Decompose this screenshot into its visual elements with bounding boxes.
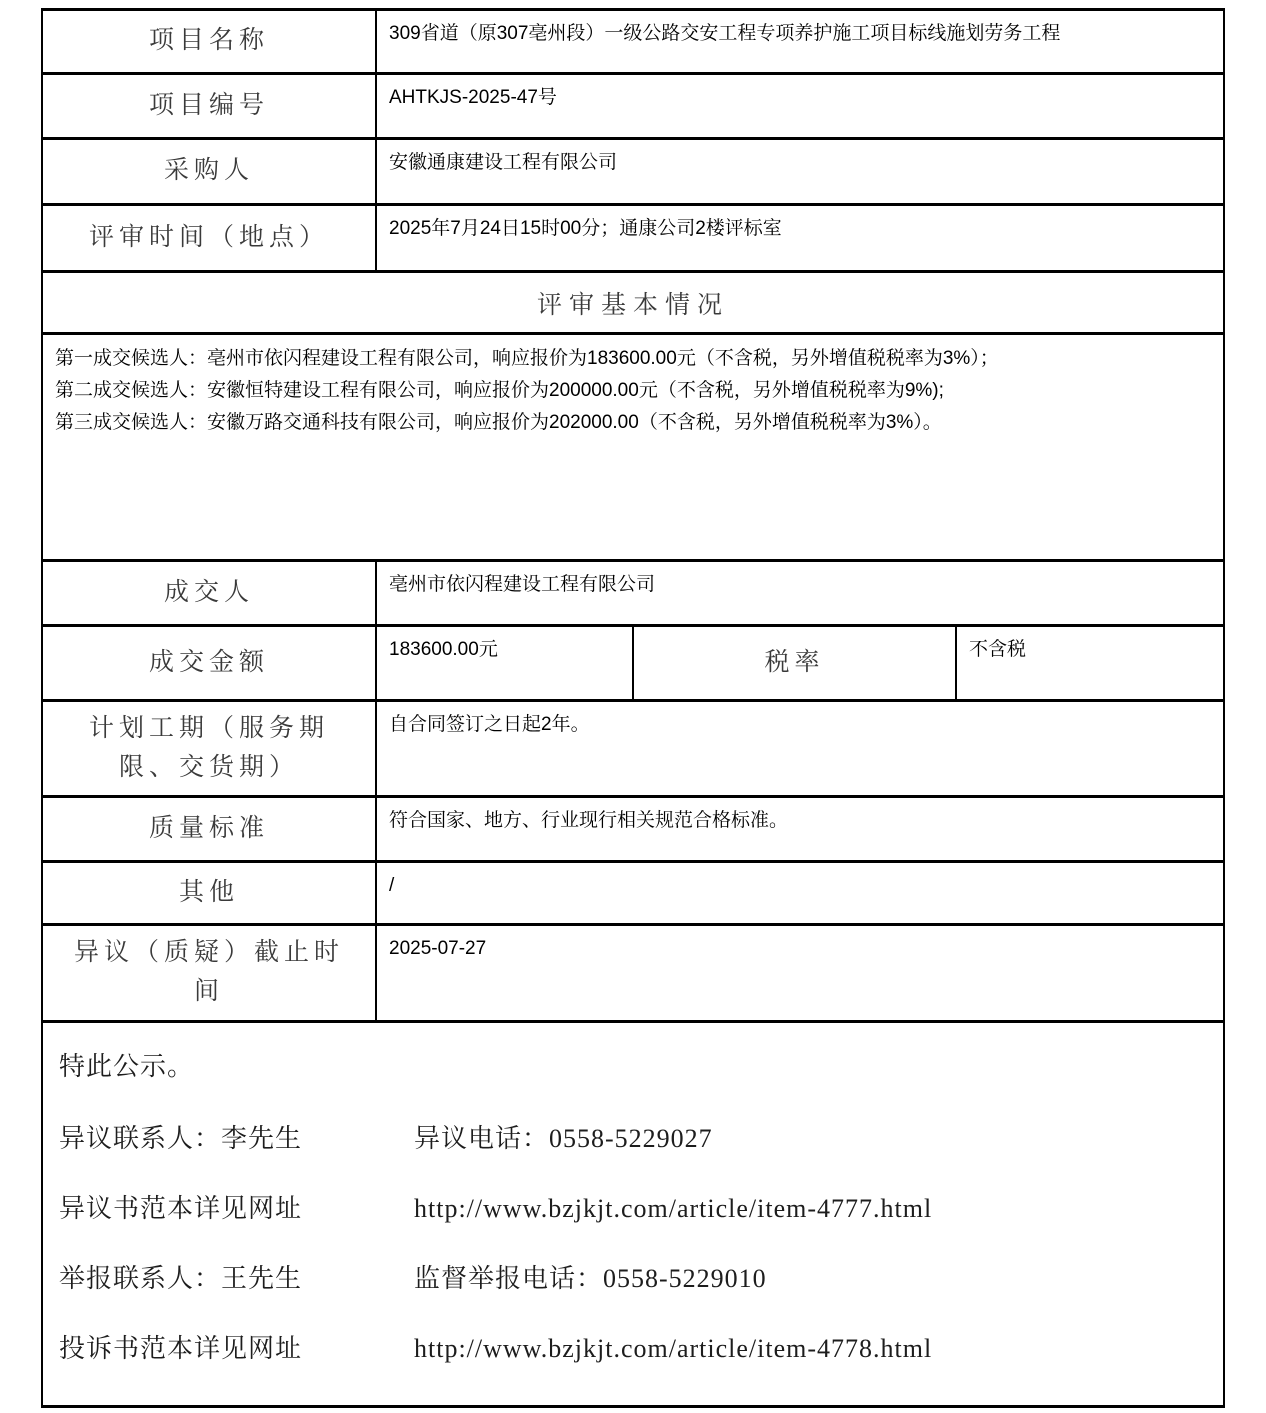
project-code-value: AHTKJS-2025-47号 xyxy=(376,74,1224,139)
footer-cell xyxy=(42,1022,1224,1407)
footer-row xyxy=(42,1022,1224,1407)
review-time-row xyxy=(42,205,1224,272)
other-label: 其他 xyxy=(42,862,376,925)
purchaser-value: 安徽通康建设工程有限公司 xyxy=(376,139,1224,205)
purchaser-label: 采购人 xyxy=(42,139,376,205)
candidate-line-3: 第三成交候选人：安徽万路交通科技有限公司，响应报价为202000.00（不含税，另外增值税税率为3%）。 xyxy=(55,411,942,433)
objection-template-label: 异议书范本详见网址 xyxy=(59,1194,303,1223)
project-name-value: 309省道（原307亳州段）一级公路交安工程专项养护施工项目标线施划劳务工程 xyxy=(376,10,1224,74)
winner-label: 成交人 xyxy=(42,561,376,626)
amount-row xyxy=(42,626,1224,701)
amount-value: 183600.00元 xyxy=(376,626,633,701)
work-period-value: 自合同签订之日起2年。 xyxy=(376,701,1224,797)
objection-deadline-value: 2025-07-27 xyxy=(376,925,1224,1022)
candidate-line-1: 第一成交候选人：亳州市依闪程建设工程有限公司，响应报价为183600.00元（不含税，另外增值税税率为3%）； xyxy=(55,348,999,369)
award-notice-table xyxy=(41,8,1225,1408)
other-row xyxy=(42,862,1224,925)
quality-standard-row xyxy=(42,797,1224,862)
project-code-row xyxy=(42,74,1224,139)
objection-contact: 异议联系人：李先生 xyxy=(59,1124,303,1153)
amount-label: 成交金额 xyxy=(42,626,376,701)
objection-template-url: http://www.bzjkjt.com/article/item-4777.html xyxy=(414,1194,933,1223)
objection-contact-line xyxy=(59,1125,1207,1153)
work-period-row xyxy=(42,701,1224,797)
review-section-title: 评审基本情况 xyxy=(42,272,1224,334)
complaint-template-line xyxy=(59,1335,1207,1363)
report-phone: 监督举报电话：0558-5229010 xyxy=(414,1264,767,1293)
objection-template-line xyxy=(59,1195,1207,1223)
objection-deadline-row xyxy=(42,925,1224,1022)
purchaser-row xyxy=(42,139,1224,205)
objection-phone: 异议电话：0558-5229027 xyxy=(414,1124,713,1153)
tax-rate-value: 不含税 xyxy=(956,626,1224,701)
work-period-label: 计划工期（服务期限、交货期） xyxy=(42,701,376,797)
candidates-cell xyxy=(42,334,1224,561)
project-code-label: 项目编号 xyxy=(42,74,376,139)
review-time-label: 评审时间（地点） xyxy=(42,205,376,272)
complaint-template-url: http://www.bzjkjt.com/article/item-4778.html xyxy=(414,1334,933,1363)
review-time-value: 2025年7月24日15时00分；通康公司2楼评标室 xyxy=(376,205,1224,272)
quality-standard-label: 质量标准 xyxy=(42,797,376,862)
quality-standard-value: 符合国家、地方、行业现行相关规范合格标准。 xyxy=(376,797,1224,862)
project-name-row xyxy=(42,10,1224,74)
report-contact: 举报联系人：王先生 xyxy=(59,1264,303,1293)
objection-deadline-label: 异议（质疑）截止时间 xyxy=(42,925,376,1022)
project-name-label: 项目名称 xyxy=(42,10,376,74)
candidate-line-2: 第二成交候选人：安徽恒特建设工程有限公司，响应报价为200000.00元（不含税，另外增值税税率为9%); xyxy=(55,379,944,401)
tax-rate-label: 税率 xyxy=(633,626,956,701)
report-contact-line xyxy=(59,1265,1207,1293)
complaint-template-label: 投诉书范本详见网址 xyxy=(59,1334,303,1363)
review-section-header-row xyxy=(42,272,1224,334)
public-notice-text: 特此公示。 xyxy=(59,1052,195,1081)
other-value: / xyxy=(376,862,1224,925)
winner-row xyxy=(42,561,1224,626)
candidates-row xyxy=(42,334,1224,561)
winner-value: 亳州市依闪程建设工程有限公司 xyxy=(376,561,1224,626)
